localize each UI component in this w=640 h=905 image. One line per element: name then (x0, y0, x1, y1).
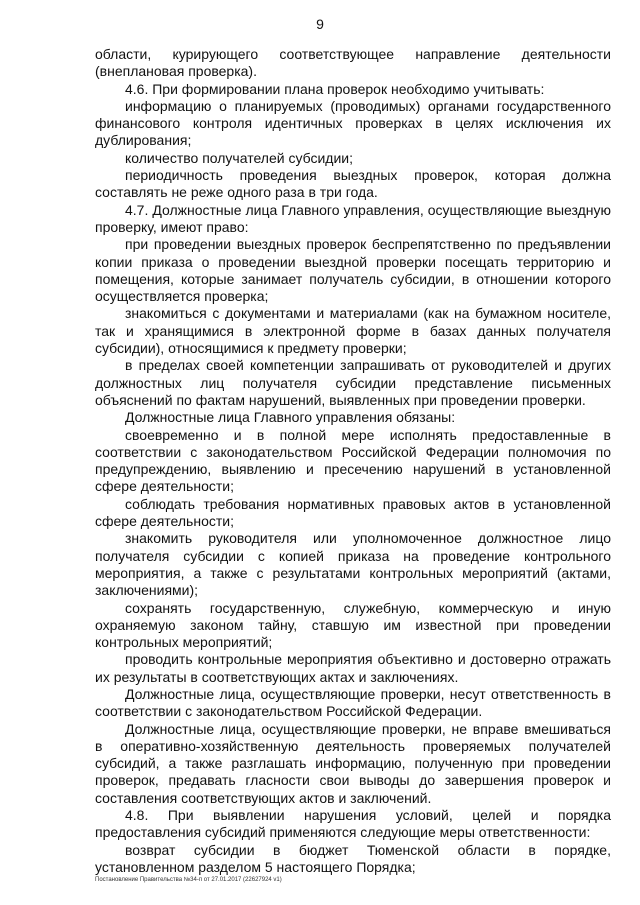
paragraph: Должностные лица, осуществляющие проверки, несут ответственность в соответствии с законодательством Российской Федерации. (95, 685, 611, 720)
document-body (95, 46, 611, 876)
paragraph: соблюдать требования нормативных правовых актов в установленной сфере деятельности; (95, 495, 611, 530)
paragraph: своевременно и в полной мере исполнять предоставленные в соответствии с законодательством Российской Федерации полномочия по предупреждению, выявлению и пресечению нарушений в установленной сфере деятельности; (95, 426, 611, 495)
paragraph: возврат субсидии в бюджет Тюменской области в порядке, установленном разделом 5 настоящего Порядка; (95, 841, 611, 875)
paragraph: знакомить руководителя или уполномоченное должностное лицо получателя субсидии с копией приказа на проведение контрольного мероприятия, а также с результатами контрольных мероприятий (актами, заключениями); (95, 530, 611, 599)
paragraph-4-8: 4.8. При выявлении нарушения условий, целей и порядка предоставления субсидий применяются следующие меры ответственности: (95, 807, 611, 841)
paragraph: количество получателей субсидии; (125, 149, 353, 166)
paragraph: знакомиться с документами и материалами (как на бумажном носителе, так и хранящимися в электронной форме в базах данных получателя субсидии), относящимися к предмету проверки; (95, 305, 611, 357)
paragraph: при проведении выездных проверок беспрепятственно по предъявлении копии приказа о проведении выездной проверки посещать территорию и помещения, которые занимает получатель субсидии, в отношении которого осуществляется проверка; (95, 236, 611, 305)
paragraph: проводить контрольные мероприятия объективно и достоверно отражать их результаты в соответствующих актах и заключениях. (95, 651, 611, 685)
paragraph-4-7: 4.7. Должностные лица Главного управления, осуществляющие выездную проверку, имеют право: (95, 201, 611, 235)
paragraph: сохранять государственную, служебную, коммерческую и иную охраняемую законом тайну, ставшую им известной при проведении контрольных мероприятий; (95, 599, 611, 651)
paragraph-continuation: области, курирующего соответствующее направление деятельности (внеплановая проверка). (95, 46, 611, 80)
paragraph: Должностные лица Главного управления обязаны: (125, 409, 456, 426)
paragraph: информацию о планируемых (проводимых) органами государственного финансового контроля идентичных проверках в целях исключения их дублирования; (95, 97, 611, 149)
page-number: 9 (316, 16, 324, 32)
paragraph: в пределах своей компетенции запрашивать от руководителей и других должностных лиц получателя субсидии представление письменных объяснений по фактам нарушений, выявленных при проведении проверки. (95, 357, 611, 408)
paragraph: Должностные лица, осуществляющие проверки, не вправе вмешиваться в оперативно-хозяйственную деятельность проверяемых получателей субсидий, а также разглашать информацию, полученную при проведении проверок, предавать гласности свои выводы до завершения проверок и составления соответствующих актов и заключений. (95, 720, 611, 806)
paragraph-4-6: 4.6. При формировании плана проверок необходимо учитывать: (125, 80, 545, 97)
paragraph: периодичность проведения выездных проверок, которая должна составлять не реже одного раза в три года. (95, 167, 611, 201)
document-footer: Постановление Правительства №34-п от 27.01.2017 (22627924 v1) (95, 877, 282, 883)
